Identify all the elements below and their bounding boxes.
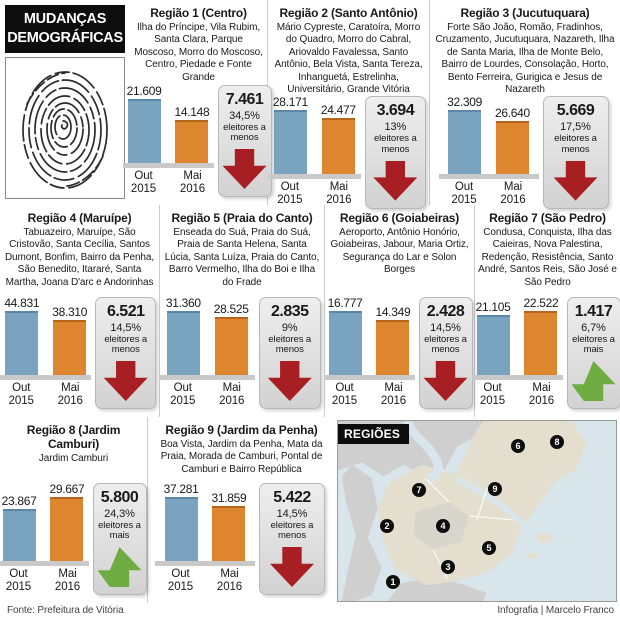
region-5-panel [160,205,325,417]
map-marker-region-1: 1 [386,575,400,589]
x-label-mai-2016: Mai 2016 [216,567,243,593]
regions-map [337,420,617,602]
bar-value-2015: 31.360 [165,295,201,310]
arrow-up-icon [572,361,616,401]
summary-box [218,85,272,197]
row-1 [0,0,620,205]
summary-pct: 14,5% [110,321,142,334]
bar-out-2015 [329,311,362,375]
arrow-down-icon [223,149,267,189]
region-1-title: Região 1 (Centro) [150,6,247,20]
region-9-description: Boa Vista, Jardim da Penha, Mata da Praia, Morada de Camburi, Pontal de Camburi e Bairro República [160,439,323,475]
chart-baseline [123,163,214,168]
summary-value: 1.417 [574,302,613,320]
bar-value-2016: 14.148 [174,104,210,119]
region-7-title: Região 7 (São Pedro) [489,211,606,225]
region-4-title: Região 4 (Maruípe) [27,211,132,225]
bar-out-2015 [477,315,510,375]
summary-value: 5.800 [100,488,139,506]
bar-value-2016: 29.667 [49,481,85,496]
bar-value-2015: 23.867 [1,493,37,508]
chart-baseline [155,561,255,566]
map-marker-region-5: 5 [482,541,496,555]
bar-value-2015: 32.309 [447,95,482,110]
bar-mai-2016 [496,121,529,174]
region-2-chart [271,96,426,208]
map-marker-region-6: 6 [511,439,525,453]
bar-mai-2016 [53,320,86,375]
bar-mai-2016 [50,497,83,561]
fingerprint-icon [17,64,113,192]
region-5-description: Enseada do Suá, Praia do Suá, Praia de Santa Helena, Santa Lúcia, Santa Luíza, Praia do Canto, Barro Vermelho, Ilha do Boi e Ilha do Frade [164,227,320,288]
bar-mai-2016 [212,506,245,561]
summary-value: 7.461 [225,90,264,108]
bar-value-2015: 21.609 [126,83,162,98]
summary-note: eleitores a menos [424,333,467,356]
region-7-chart [475,295,617,409]
summary-note: eleitores a menos [373,133,417,155]
region-3-panel [430,0,620,205]
summary-box [259,297,322,409]
bar-group [3,297,88,408]
bar-value-2016: 24.477 [320,103,356,118]
x-label-out-2015: Out 2015 [5,567,32,593]
region-6-description: Aeroporto, Antônio Honório, Goiabeiras, Jabour, Maria Ortiz, Segurança do Lar e Solon Borges [330,227,469,276]
x-label-mai-2016: Mai 2016 [380,381,407,407]
region-2-panel [268,0,430,205]
summary-pct: 13% [384,121,407,134]
summary-value: 5.669 [556,102,595,120]
credit-text: Infografia | Marcelo Franco [497,605,614,616]
summary-note: eleitores a menos [554,133,597,155]
summary-value: 5.422 [273,488,311,506]
summary-box [259,483,325,595]
region-8-description: Jardim Camburi [38,453,109,464]
region-1-description: Ilha do Príncipe, Vila Rubim, Santa Clara, Parque Moscoso, Morro do Moscoso, Centro, Piedade e Fonte Grande [134,22,263,83]
bar-mai-2016 [175,120,208,163]
summary-pct: 17,5% [560,121,591,134]
map-marker-region-3: 3 [441,560,455,574]
region-1-chart [126,83,266,197]
bar-mai-2016 [524,311,557,375]
x-label-mai-2016: Mai 2016 [219,381,245,407]
map-panel [335,417,620,603]
row-3 [0,417,620,603]
bar-value-2016: 22.522 [523,295,559,310]
bar-value-2016: 26.640 [495,106,530,121]
chart-baseline [0,375,91,380]
footer [0,603,620,616]
region-8-panel [0,417,148,603]
summary-box [567,297,620,409]
bar-group [126,85,211,196]
x-label-mai-2016: Mai 2016 [500,181,526,207]
region-2-description: Mário Cypreste, Caratoíra, Morro do Quadro, Morro do Cabral, Ariovaldo Favalessa, Santo Antônio, Bela Vista, Santa Tereza, Inhanguetá, Estrelinha, Universitário, Grande Vitória [274,22,423,95]
bar-group [1,483,86,594]
bar-value-2015: 44.831 [4,295,40,310]
summary-note: eleitores a menos [223,121,266,144]
bar-group [271,96,358,207]
bar-group [163,297,252,408]
bar-out-2015 [5,311,38,375]
region-4-description: Tabuazeiro, Maruípe, São Cristovão, Santa Cecília, Santos Dumont, Bonfim, Bairro da Penha, São Benedito, Itararé, Santa Martha, Joana D'arc e Andorinhas [4,227,155,288]
bar-value-2015: 16.777 [327,295,363,310]
x-label-mai-2016: Mai 2016 [54,567,81,593]
region-8-title: Região 8 (Jardim Camburi) [26,423,121,451]
region-9-chart [151,483,332,595]
summary-value: 2.428 [426,302,465,320]
region-7-panel [475,205,620,417]
summary-box [93,483,147,595]
summary-pct: 24,3% [104,507,135,520]
chart-baseline [439,174,539,179]
map-marker-region-8: 8 [550,435,564,449]
region-8-chart [3,483,144,595]
region-6-panel [325,205,475,417]
summary-pct: 14,5% [276,507,308,520]
summary-pct: 9% [281,321,298,334]
bar-out-2015 [128,99,161,163]
bar-value-2015: 28.171 [272,95,308,110]
bar-value-2016: 14.349 [375,304,411,319]
region-5-title: Região 5 (Praia do Canto) [171,211,313,225]
bar-group [475,297,560,408]
region-6-chart [328,297,471,409]
bar-out-2015 [448,110,481,174]
region-3-title: Região 3 (Jucutuquara) [460,6,590,20]
chart-baseline [472,375,563,380]
x-label-out-2015: Out 2015 [479,381,506,407]
bar-value-2016: 28.525 [213,301,249,316]
map-marker-region-2: 2 [380,519,394,533]
arrow-down-icon [373,161,417,201]
x-label-out-2015: Out 2015 [130,169,157,195]
summary-box [365,96,426,208]
region-9-panel [148,417,335,603]
summary-box [95,297,156,409]
row-2 [0,205,620,417]
region-7-description: Condusa, Conquista, Ilha das Caieiras, Nova Palestina, Redenção, Resistência, Santo André, Santos Reis, São José e São Pedro [478,227,617,288]
chart-baseline [268,174,361,179]
bar-out-2015 [167,311,200,375]
x-label-out-2015: Out 2015 [167,567,194,593]
summary-note: eleitores a mais [572,333,615,356]
page-title: MUDANÇAS DEMOGRÁFICAS [5,5,125,53]
map-title: REGIÕES [338,424,409,444]
summary-pct: 34,5% [229,109,260,122]
x-label-out-2015: Out 2015 [8,381,34,407]
region-4-panel [0,205,160,417]
summary-pct: 6,7% [581,321,606,334]
arrow-down-icon [424,361,468,401]
chart-baseline [160,375,255,380]
region-3-description: Forte São João, Romão, Fradinhos, Cruzamento, Jucutuquara, Nazareth, Ilha de Santa Maria, Ilha de Monte Belo, Bairro de Lourdes, Consolação, Horto, Bento Ferreira, Gurigica e Jesus de Nazareth [435,22,615,95]
chart-baseline [324,375,415,380]
x-label-mai-2016: Mai 2016 [179,169,206,195]
bar-value-2015: 37.281 [163,481,199,496]
map-marker-region-4: 4 [436,519,450,533]
summary-value: 2.835 [270,302,309,320]
arrow-up-icon [98,547,142,587]
bar-mai-2016 [376,320,409,375]
brand-column [0,0,130,205]
arrow-down-icon [554,161,598,201]
region-1-panel [126,0,268,205]
bar-value-2016: 31.859 [211,490,247,505]
x-label-out-2015: Out 2015 [277,181,303,207]
chart-baseline [0,561,89,566]
summary-box [419,297,473,409]
summary-note: eleitores a mais [98,519,141,542]
bar-mai-2016 [322,118,355,174]
region-6-title: Região 6 (Goiabeiras) [339,211,460,225]
x-label-out-2015: Out 2015 [170,381,196,407]
bar-group [442,96,536,207]
bar-group [327,297,412,408]
bar-out-2015 [274,110,307,174]
bar-mai-2016 [215,317,248,375]
vitoria-map-graphic [338,421,616,601]
summary-box [543,96,609,208]
x-label-mai-2016: Mai 2016 [57,381,83,407]
x-label-out-2015: Out 2015 [451,181,477,207]
region-4-chart [3,297,156,409]
map-marker-region-7: 7 [412,483,426,497]
region-2-title: Região 2 (Santo Antônio) [279,6,418,20]
bar-group [158,483,252,594]
bar-value-2015: 21.105 [475,299,511,314]
summary-value: 3.694 [376,102,415,120]
summary-note: eleitores a menos [268,333,312,356]
arrow-down-icon [268,361,312,401]
bar-out-2015 [3,509,36,561]
fingerprint-box [5,57,125,199]
x-label-out-2015: Out 2015 [331,381,358,407]
region-9-title: Região 9 (Jardim da Penha) [165,423,318,437]
x-label-mai-2016: Mai 2016 [528,381,555,407]
summary-value: 6.521 [106,302,145,320]
summary-note: eleitores a menos [104,333,148,356]
region-3-chart [433,96,617,208]
map-marker-region-9: 9 [488,482,502,496]
region-5-chart [163,297,321,409]
source-text: Fonte: Prefeitura de Vitória [7,605,124,616]
bar-value-2016: 38.310 [52,304,88,319]
bar-out-2015 [165,497,198,561]
arrow-down-icon [104,361,148,401]
summary-note: eleitores a menos [270,519,314,542]
summary-pct: 14,5% [430,321,461,334]
arrow-down-icon [270,547,314,587]
x-label-mai-2016: Mai 2016 [326,181,352,207]
